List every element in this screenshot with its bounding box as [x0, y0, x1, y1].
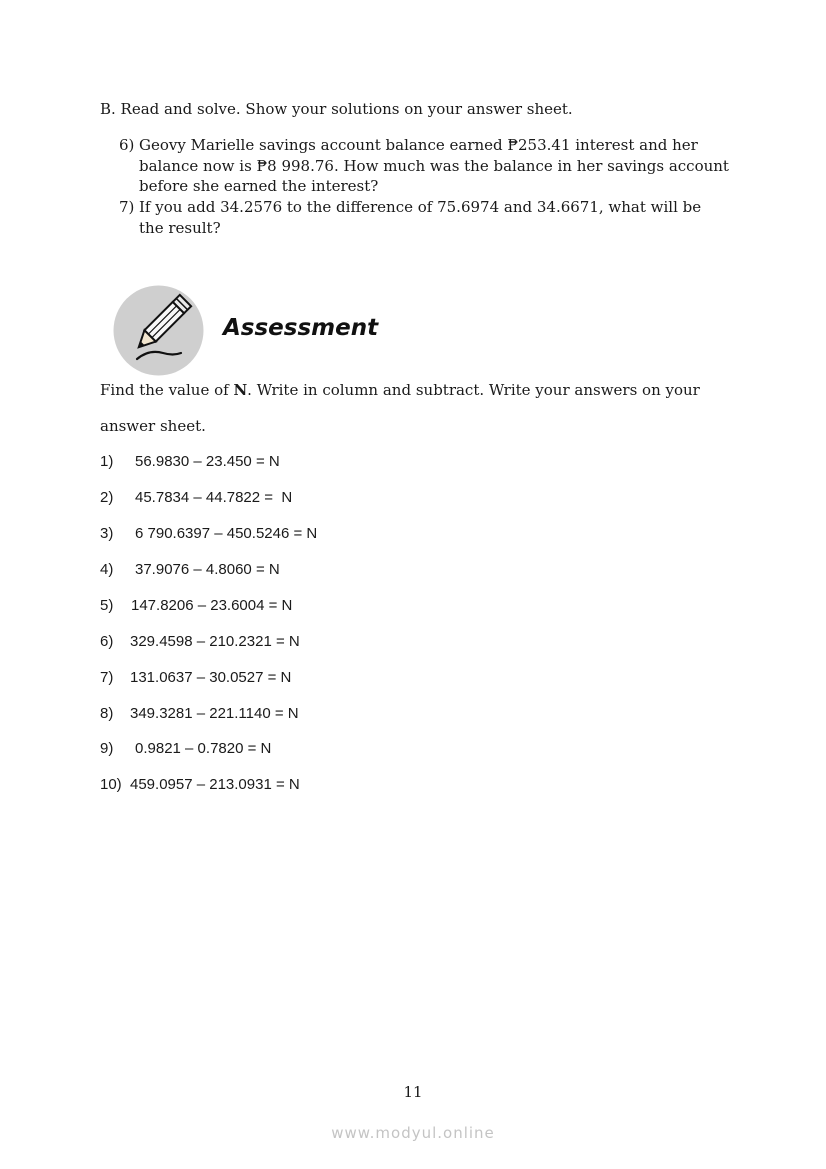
item-expression: 56.9830 – 23.450 = N — [135, 453, 280, 470]
assessment-instruction-line2: answer sheet. — [100, 417, 206, 435]
assessment-item — [100, 740, 271, 757]
assessment-item — [100, 525, 317, 542]
item-expression: 329.4598 – 210.2321 = N — [130, 633, 300, 650]
instruction-text: . Write in column and subtract. Write your answers on your — [247, 381, 700, 399]
assessment-item — [100, 705, 299, 722]
item-expression: 45.7834 – 44.7822 = N — [135, 489, 293, 506]
item-number: 9) — [100, 740, 114, 757]
item-expression: 37.9076 – 4.8060 = N — [135, 561, 280, 578]
assessment-item — [100, 489, 292, 506]
item-number: 5) — [100, 597, 114, 614]
assessment-item — [100, 597, 292, 614]
variable-n: N — [233, 381, 248, 399]
word-problem-7 — [119, 197, 729, 238]
assessment-item — [100, 633, 300, 650]
item-number: 4) — [100, 561, 114, 578]
assessment-item — [100, 453, 280, 470]
assessment-item — [100, 776, 300, 793]
item-expression: 349.3281 – 221.1140 = N — [130, 705, 299, 722]
item-expression: 459.0957 – 213.0931 = N — [130, 776, 300, 793]
item-number: 8) — [100, 705, 114, 722]
item-number: 7) — [100, 669, 114, 686]
item-number: 10) — [100, 776, 122, 793]
problem-text: If you add 34.2576 to the difference of 75.6974 and 34.6671, what will be the result? — [139, 198, 702, 237]
watermark: www.modyul.online — [331, 1124, 495, 1142]
item-number: 1) — [100, 453, 114, 470]
item-number: 3) — [100, 525, 114, 542]
item-expression: 131.0637 – 30.0527 = N — [130, 669, 292, 686]
word-problem-6 — [119, 135, 729, 197]
section-b-intro: B. Read and solve. Show your solutions on your answer sheet. — [100, 100, 573, 118]
page-number: 11 — [403, 1083, 423, 1101]
pencil-icon — [113, 285, 204, 376]
item-number: 6) — [100, 633, 114, 650]
item-number: 2) — [100, 489, 114, 506]
item-expression: 0.9821 – 0.7820 = N — [135, 740, 272, 757]
assessment-instruction — [100, 381, 700, 399]
instruction-text: Find the value of — [100, 381, 234, 399]
assessment-title: Assessment — [223, 315, 379, 341]
problem-number: 6) — [119, 136, 135, 154]
problem-number: 7) — [119, 198, 135, 216]
item-expression: 6 790.6397 – 450.5246 = N — [135, 525, 318, 542]
problem-text: Geovy Marielle savings account balance earned ₱253.41 interest and her balance now is ₱8 998.76. How much was the balance in her savings account before she earned the interest? — [139, 136, 729, 195]
assessment-item — [100, 669, 291, 686]
item-expression: 147.8206 – 23.6004 = N — [131, 597, 293, 614]
assessment-item — [100, 561, 280, 578]
